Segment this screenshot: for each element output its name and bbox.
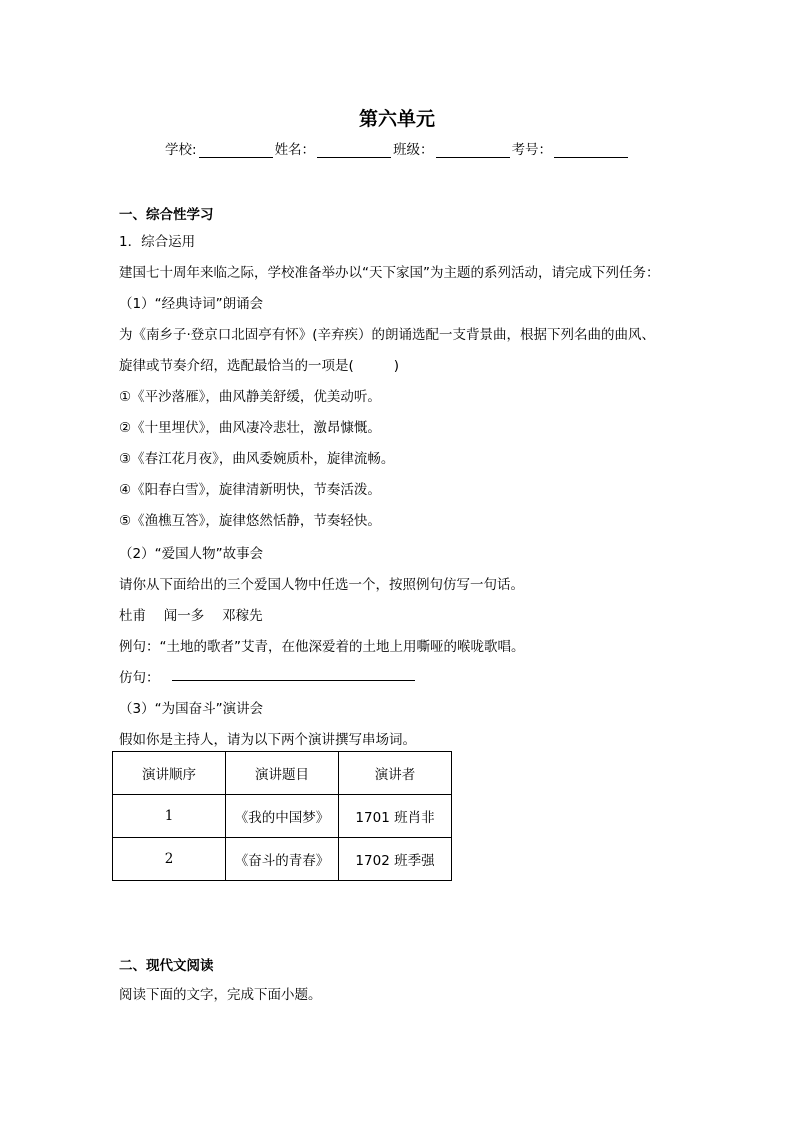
class-blank[interactable] xyxy=(436,143,510,158)
task2-title: （2）“爱国人物”故事会 xyxy=(119,546,264,562)
option-item: ④《阳春白雪》，旋律清新明快，节奏活泼。 xyxy=(119,482,381,498)
exam-no-blank[interactable] xyxy=(554,143,628,158)
table-row xyxy=(113,838,452,881)
table-cell: 1 xyxy=(113,795,226,838)
school-label: 学校: xyxy=(165,142,197,158)
section1-heading: 一、综合性学习 xyxy=(119,207,214,223)
class-label: 班级： xyxy=(393,142,434,158)
task1-paren-close: ) xyxy=(393,358,400,374)
table-header-row xyxy=(113,752,452,795)
activity-intro: 建国七十周年来临之际，学校准备举办以“天下家国”为主题的系列活动，请完成下列任务： xyxy=(119,265,660,281)
task3-instruction: 假如你是主持人，请为以下两个演讲撰写串场词。 xyxy=(119,732,416,748)
question-1-label: 1．综合运用 xyxy=(119,234,196,250)
exam-no-label: 考号： xyxy=(511,142,553,158)
task1-line1: 为《南乡子·登京口北固亭有怀》(辛弃疾）的朗诵选配一支背景曲，根据下列名曲的曲风、 xyxy=(119,327,656,343)
task1-question-text: 旋律或节奏介绍，选配最恰当的一项是( xyxy=(119,358,354,374)
table-cell: 1702 班季强 xyxy=(339,838,452,881)
school-blank[interactable] xyxy=(199,143,273,158)
table-header-cell: 演讲顺序 xyxy=(113,752,226,795)
task2-example: 例句：“土地的歌者”艾青，在他深爱着的土地上用嘶哑的喉咙歌唱。 xyxy=(119,639,525,655)
page-title: 第六单元 xyxy=(358,108,435,130)
task2-names: 杜甫 闻一多 邓稼先 xyxy=(119,608,263,624)
table-row xyxy=(113,795,452,838)
option-item: ⑤《渔樵互答》，旋律悠然恬静，节奏轻快。 xyxy=(119,513,381,529)
task1-line2 xyxy=(119,354,399,374)
table-cell: 1701 班肖非 xyxy=(339,795,452,838)
table-cell: 《奋斗的青春》 xyxy=(226,838,339,881)
option-item: ②《十里埋伏》，曲风凄冷悲壮，激昂慷慨。 xyxy=(119,420,381,436)
table-cell: 《我的中国梦》 xyxy=(226,795,339,838)
task1-title: （1）“经典诗词”朗诵会 xyxy=(119,296,264,312)
name-label: 姓名： xyxy=(274,142,316,158)
task2-imitate-label: 仿句： xyxy=(119,670,160,686)
speech-table xyxy=(112,751,452,881)
option-item: ①《平沙落雁》，曲风静美舒缓，优美动听。 xyxy=(119,389,381,405)
name-blank[interactable] xyxy=(317,143,391,158)
section2-heading: 二、现代文阅读 xyxy=(119,958,214,974)
task3-title: （3）“为国奋斗”演讲会 xyxy=(119,701,264,717)
student-info-line xyxy=(165,138,630,158)
task2-instruction: 请你从下面给出的三个爱国人物中任选一个，按照例句仿写一句话。 xyxy=(119,577,524,593)
table-header-cell: 演讲题目 xyxy=(226,752,339,795)
table-cell: 2 xyxy=(113,838,226,881)
imitate-answer-line[interactable] xyxy=(172,680,415,681)
table-header-cell: 演讲者 xyxy=(339,752,452,795)
option-item: ③《春江花月夜》，曲风委婉质朴，旋律流畅。 xyxy=(119,451,395,467)
section2-instruction: 阅读下面的文字，完成下面小题。 xyxy=(119,987,322,1003)
